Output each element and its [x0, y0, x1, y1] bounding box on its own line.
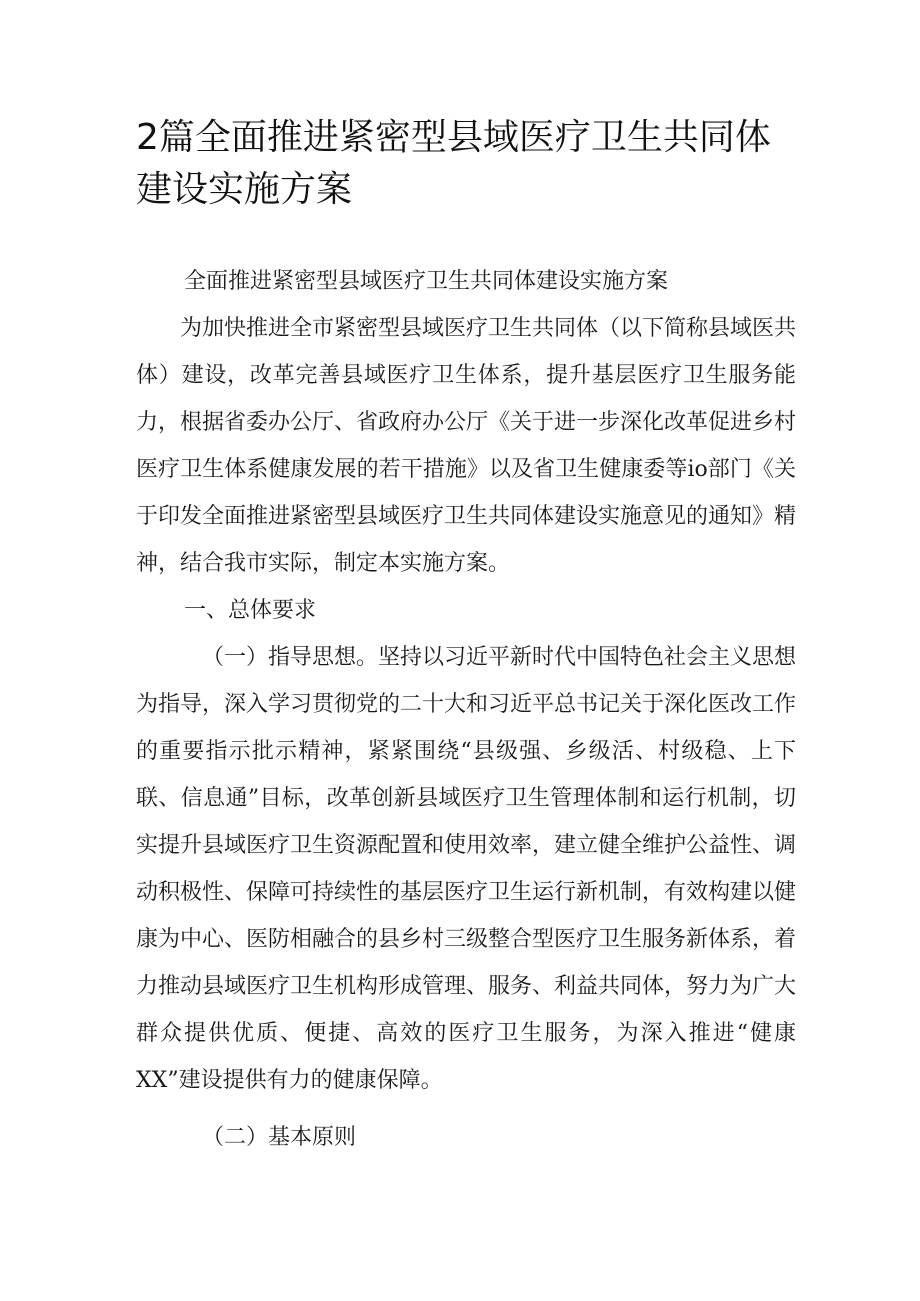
section-heading-overall-requirements: 一、总体要求	[184, 598, 317, 623]
document-subtitle: 全面推进紧密型县域医疗卫生共同体建设实施方案	[184, 269, 669, 294]
guiding-ideology-paragraph: （一）指导思想。坚持以习近平新时代中国特色社会主义思想为指导，深入学习贯彻党的二十大和习近平总书记关于深化医改工作的重要指示批示精神，紧紧围绕“县级强、乡级活、村级稳、上下联、信息通”目标，改革创新县域医疗卫生管理体制和运行机制，切实提升县域医疗卫生资源配置和使用效率，建立健全维护公益性、调动积极性、保障可持续性的基层医疗卫生运行新机制，有效构建以健康为中心、医防相融合的县乡村三级整合型医疗卫生服务新体系，着力推动县域医疗卫生机构形成管理、服务、利益共同体，努力为广大群众提供优质、便捷、高效的医疗卫生服务，为深入推进“健康XX”建设提供有力的健康保障。	[136, 645, 797, 1093]
document-body	[136, 258, 796, 1161]
intro-paragraph: 为加快推进全市紧密型县域医疗卫生共同体（以下简称县域医共体）建设，改革完善县域医疗卫生体系，提升基层医疗卫生服务能力，根据省委办公厅、省政府办公厅《关于进一步深化改革促进乡村医疗卫生体系健康发展的若干措施》以及省卫生健康委等io部门《关于印发全面推进紧密型县域医疗卫生共同体建设实施意见的通知》精神，结合我市实际，制定本实施方案。	[136, 316, 797, 576]
section-heading-basic-principles: （二）基本原则	[202, 1125, 357, 1150]
document-title: 2篇全面推进紧密型县域医疗卫生共同体建设实施方案	[136, 117, 771, 210]
